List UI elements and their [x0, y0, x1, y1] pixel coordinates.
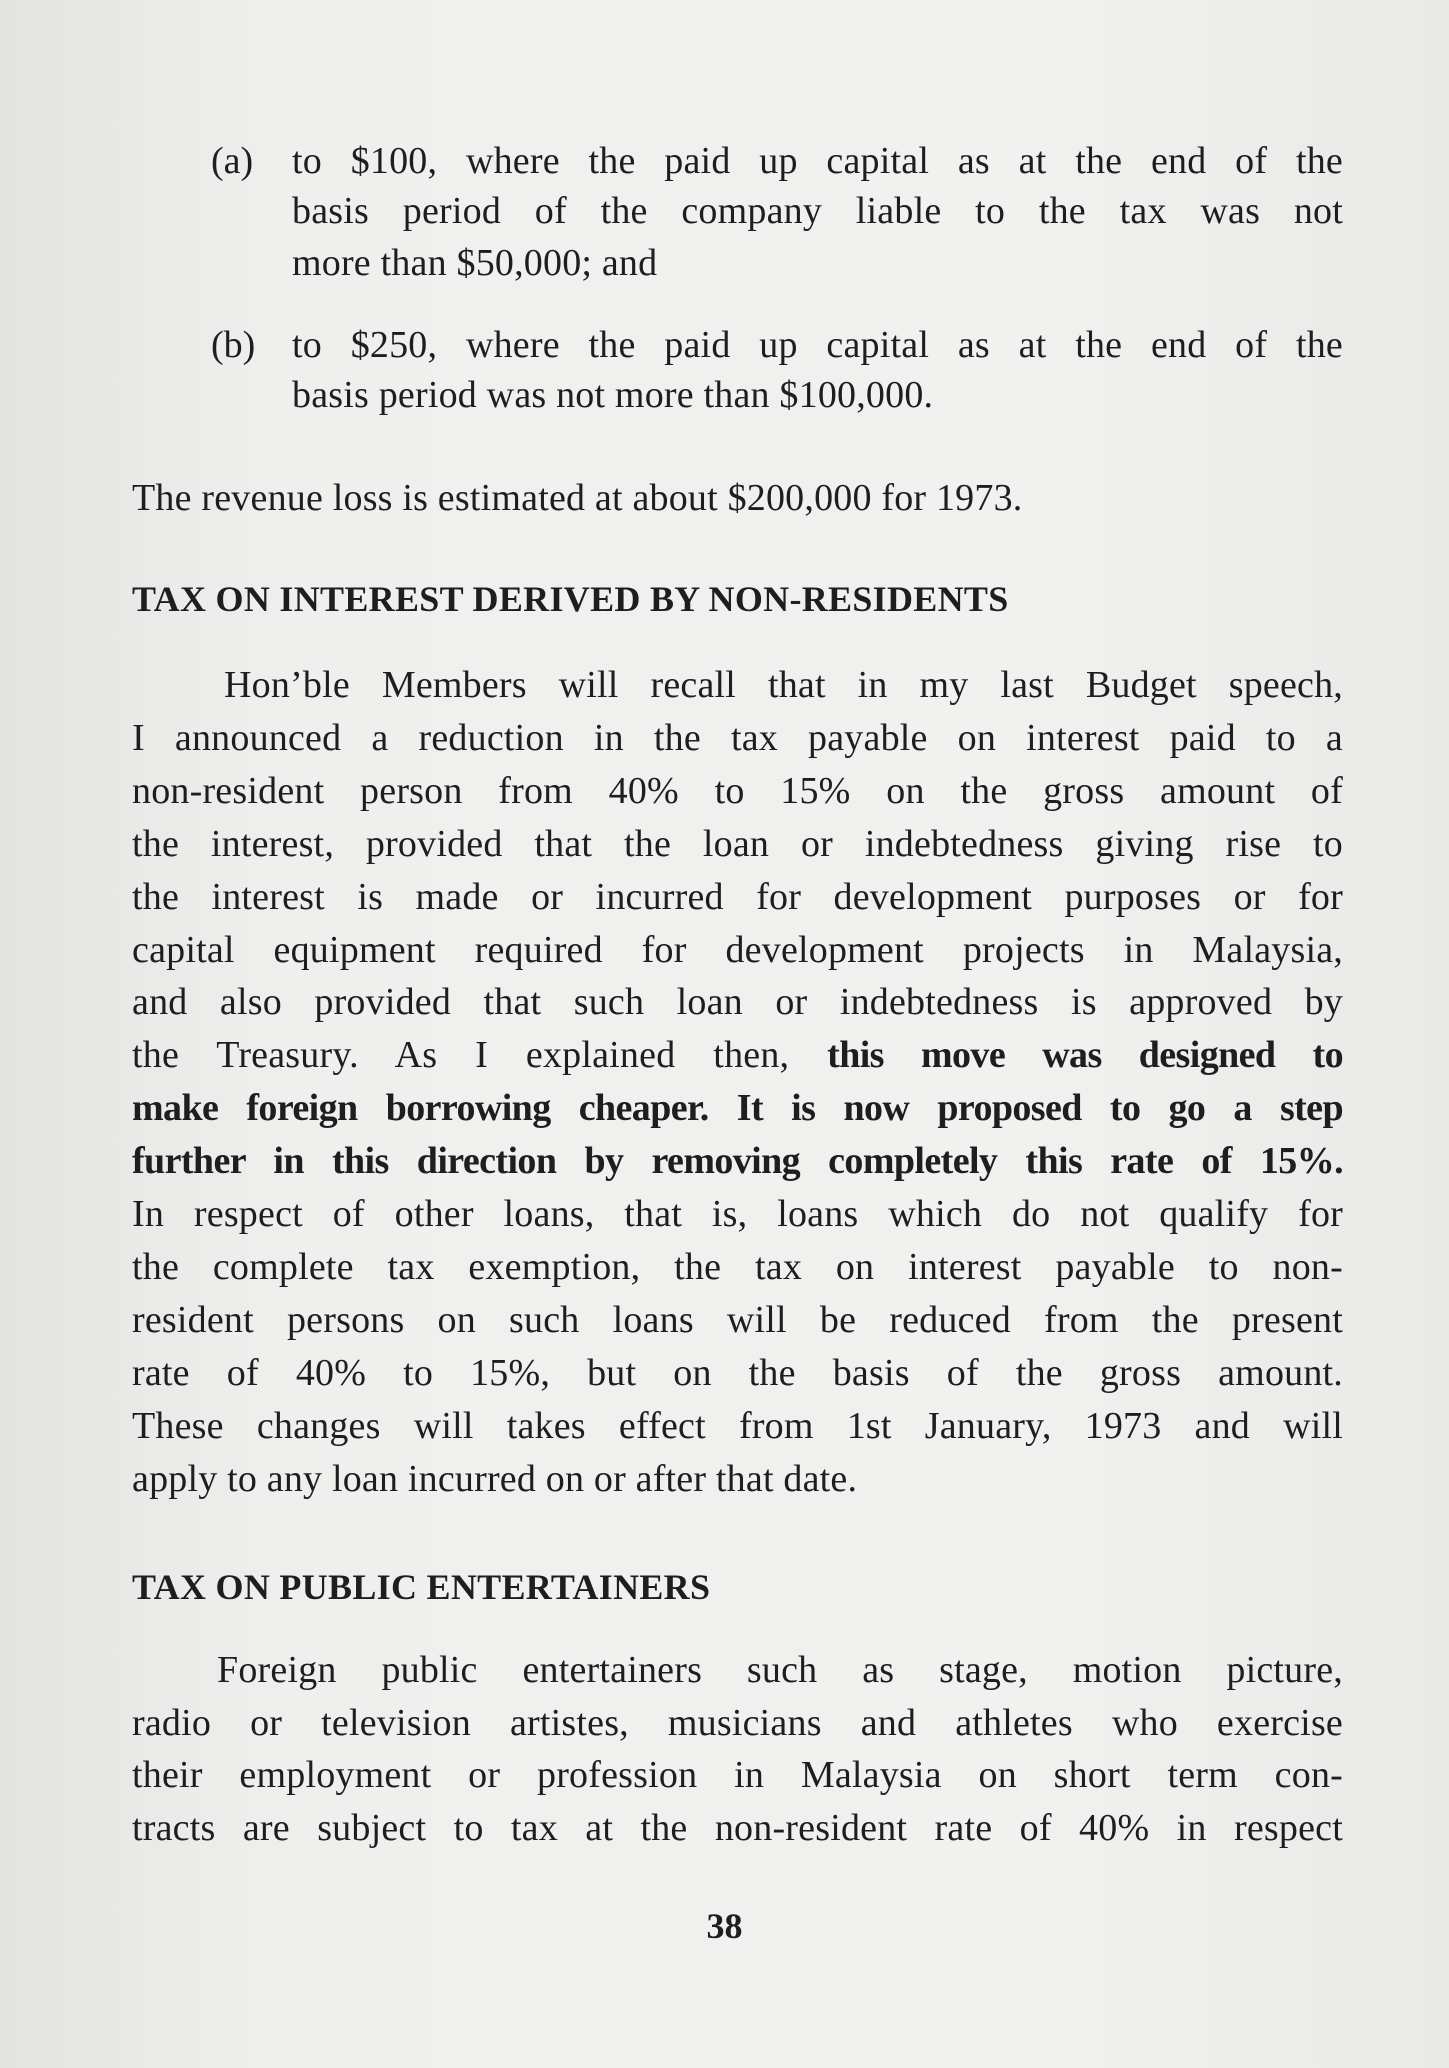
paragraph-line	[132, 1803, 1343, 1853]
text: radio or television artistes, musicians and athletes who exercise	[132, 1702, 1343, 1744]
section-heading: TAX ON INTEREST DERIVED BY NON-RESIDENTS	[132, 579, 1009, 619]
text: to $100, where the paid up capital as at the end of the	[292, 140, 1343, 182]
paragraph-line	[132, 1136, 1343, 1186]
text: and also provided that such loan or indebtedness is approved by	[132, 981, 1343, 1023]
text: These changes will takes effect from 1st January, 1973 and will	[132, 1405, 1343, 1447]
text: rate of 40% to 15%, but on the basis of the gross amount.	[132, 1352, 1343, 1394]
paragraph-line	[132, 1030, 1343, 1080]
paragraph-line	[132, 766, 1343, 816]
paragraph-line	[132, 925, 1343, 975]
section-heading: TAX ON PUBLIC ENTERTAINERS	[132, 1567, 711, 1607]
text: In respect of other loans, that is, loans which do not qualify for	[132, 1193, 1343, 1235]
text: apply to any loan incurred on or after that date.	[132, 1458, 858, 1500]
paragraph-line	[132, 819, 1343, 869]
text: capital equipment required for development projects in Malaysia,	[132, 929, 1343, 971]
text: basis period of the company liable to the tax was not	[292, 190, 1343, 232]
bold-text: this move was designed to	[827, 1034, 1343, 1076]
paragraph-line	[132, 1698, 1343, 1748]
text: Hon’ble Members will recall that in my last Budget speech,	[224, 664, 1343, 706]
text: more than $50,000; and	[292, 242, 658, 284]
paragraph-line	[132, 1750, 1343, 1800]
paragraph-line	[132, 1348, 1343, 1398]
paragraph-line	[132, 1083, 1343, 1133]
text: the Treasury. As I explained then,	[132, 1034, 828, 1076]
text: the interest is made or incurred for development purposes or for	[132, 876, 1343, 918]
text: Foreign public entertainers such as stage, motion picture,	[217, 1649, 1343, 1691]
bold-text: further in this direction by removing completely this rate of 15%.	[132, 1140, 1343, 1182]
paragraph-line	[132, 1242, 1343, 1292]
text: the interest, provided that the loan or indebtedness giving rise to	[132, 823, 1343, 865]
page-number: 38	[706, 1906, 743, 1946]
list-item-line	[292, 370, 1343, 420]
list-item-line	[292, 320, 1343, 370]
list-item-line	[292, 136, 1343, 186]
paragraph-line	[132, 1189, 1343, 1239]
paragraph-line	[132, 713, 1343, 763]
text: the complete tax exemption, the tax on interest payable to non-	[132, 1246, 1343, 1288]
paragraph-line	[132, 1295, 1343, 1345]
paragraph-line	[224, 660, 1343, 710]
text: I announced a reduction in the tax payable on interest paid to a	[132, 717, 1343, 759]
text: resident persons on such loans will be reduced from the present	[132, 1299, 1343, 1341]
list-item-label: (b)	[211, 324, 256, 366]
paragraph-line	[217, 1645, 1343, 1695]
list-item-line	[292, 186, 1343, 236]
text: their employment or profession in Malaysia on short term con-	[132, 1754, 1343, 1796]
text: to $250, where the paid up capital as at the end of the	[292, 324, 1343, 366]
paragraph-line	[132, 977, 1343, 1027]
paragraph-line	[132, 1454, 1343, 1504]
bold-text: make foreign borrowing cheaper. It is now proposed to go a step	[132, 1087, 1343, 1129]
text: non-resident person from 40% to 15% on the gross amount of	[132, 770, 1343, 812]
paragraph-line: The revenue loss is estimated at about $200,000 for 1973.	[132, 477, 1023, 519]
text: basis period was not more than $100,000.	[292, 374, 934, 416]
list-item-label: (a)	[211, 140, 254, 182]
paragraph-line	[132, 1401, 1343, 1451]
text: tracts are subject to tax at the non-resident rate of 40% in respect	[132, 1807, 1343, 1849]
list-item-line	[292, 238, 1343, 288]
paragraph-line	[132, 872, 1343, 922]
